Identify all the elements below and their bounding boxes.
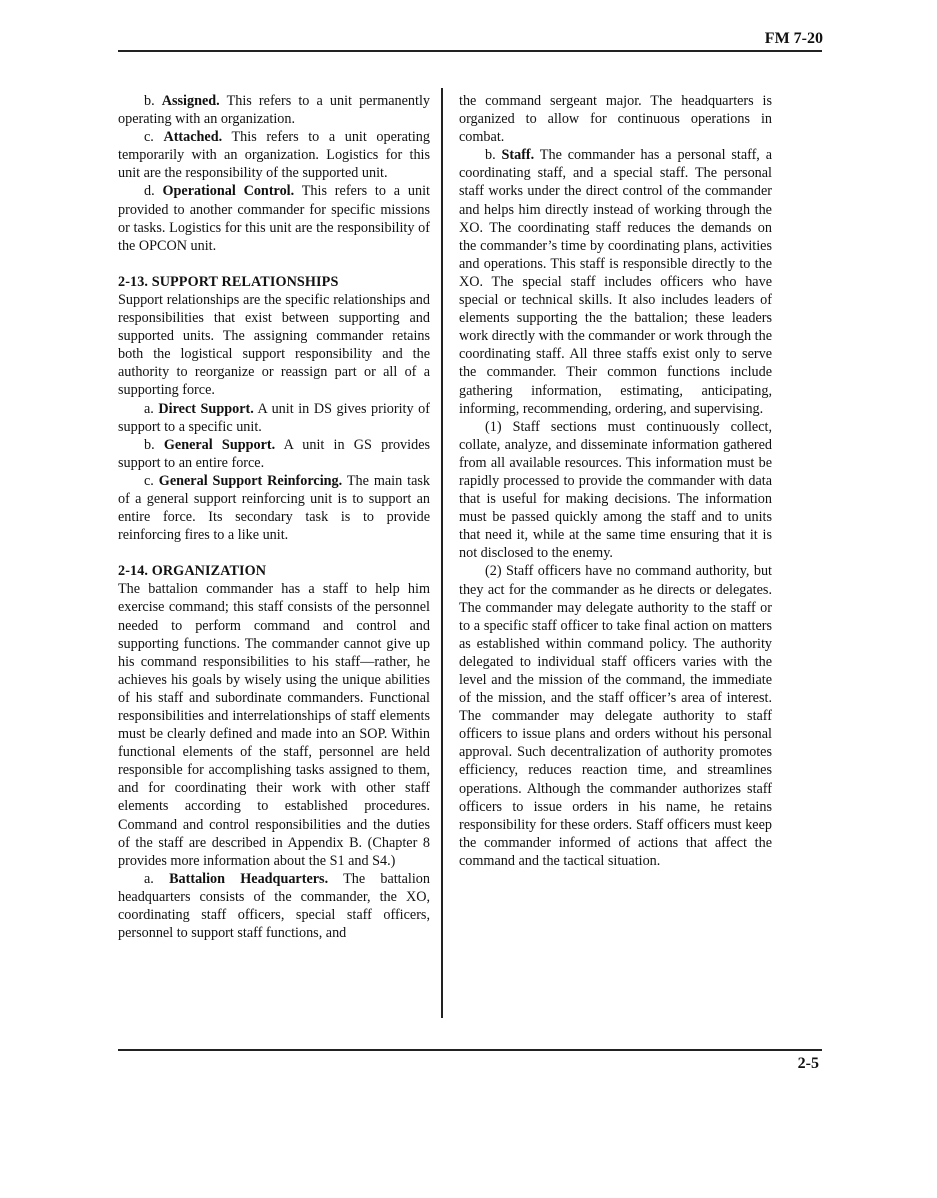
item-marker: c.	[144, 472, 159, 489]
paragraph-gsr	[118, 472, 430, 544]
term-bn-hq: Battalion Headquarters.	[169, 870, 329, 887]
term-direct-support: Direct Support.	[158, 400, 254, 417]
paragraph-continuation: the command sergeant major. The headquarters is organized to allow for continuous operations in combat.	[459, 93, 772, 146]
term-assigned: Assigned.	[161, 93, 220, 109]
right-column	[459, 92, 772, 870]
term-staff: Staff.	[501, 147, 535, 164]
paragraph-support-intro: Support relationships are the specific relationships and responsibilities that exist between supporting and supported units. The assigning commander retains both the logistical support responsibility and the authority to reorganize or reassign part or all of a supporting force.	[118, 291, 430, 399]
term-opcon: Operational Control.	[162, 183, 295, 200]
paragraph-staff-1: (1) Staff sections must continuously collect, collate, analyze, and disseminate information gathered from all available resources. This information must be rapidly processed to provide the commander with data that is useful for making decisions. The information must be passed quickly among the staff and to units that need it, while at the same time ensuring that it is not disclosed to the enemy.	[459, 418, 772, 562]
item-marker: c.	[144, 129, 164, 146]
text-staff: The commander has a personal staff, a coordinating staff, and a special staff. The personal staff works under the direct control of the commander and helps him directly instead of working through the XO. The coordinating staff reduces the demands on the commander’s time by coordinating plans, activities and operations. This staff is responsible directly to the XO. The special staff includes officers who have special or technical skills. It also includes leaders of elements supporting the the battalion; these leaders work directly with the commander or work through the coordinating staff. All three staffs exist only to serve the commander. Their common functions include gathering information, estimating, anticipating, informing, recommending, ordering, and supervising.	[459, 147, 773, 417]
paragraph-attached	[118, 128, 430, 182]
header-rule	[118, 50, 822, 52]
paragraph-assigned	[118, 92, 430, 128]
paragraph-general-support	[118, 436, 430, 472]
left-column	[118, 92, 430, 942]
manual-code: FM 7-20	[764, 30, 823, 47]
text-direct-support: A unit in DS gives priority of support to a specific unit.	[118, 400, 430, 435]
item-marker: b.	[485, 147, 502, 164]
item-marker: b.	[144, 93, 162, 109]
paragraph-org-intro: The battalion commander has a staff to help him exercise command; this staff consists of the personnel needed to perform command and control and supporting functions. The commander cannot give up his command responsibilities to his staff—rather, he achieves his goals by wisely using the unique abilities of his staff and subordinate commanders. Functional responsibilities and interrelationships of staff elements must be clearly defined and made into an SOP. Within functional elements of the staff, personnel are held responsible for accomplishing tasks assigned to them, and for coordinating their work with other staff elements according to established procedures. Command and control responsibilities and the duties of the staff are described in Appendix B. (Chapter 8 provides more information about the S1 and S4.)	[118, 581, 430, 869]
page-number: 2-5	[797, 1055, 819, 1072]
text-bn-hq: The battalion headquarters consists of the commander, the XO, coordinating staff officers, special staff officers, personnel to support staff functions, and	[118, 870, 430, 942]
item-marker: a.	[144, 400, 159, 417]
text-assigned: This refers to a unit permanently operating with an organization.	[118, 93, 430, 128]
term-general-support: General Support.	[163, 436, 276, 453]
section-heading-2-13: 2-13. SUPPORT RELATIONSHIPS	[118, 273, 339, 290]
item-marker: d.	[144, 183, 163, 200]
paragraph-bn-hq	[118, 870, 430, 942]
item-marker: a.	[144, 870, 170, 887]
paragraph-staff-2: (2) Staff officers have no command authority, but they act for the commander as he directs or delegates. The commander may delegate authority to the staff or to a specific staff officer to take final action on matters as established within command policy. The authority delegated to individual staff officers varies with the level and the mission of the command, the immediate of the mission, and the staff officer’s area of interest. The commander may delegate authority to staff officers to issue plans and orders without his personal approval. Such decentralization of authority promotes efficiency, reduces reaction time, and streamlines operations. Although the commander authorizes staff officers to issue orders in his name, he retains responsibility for these orders. Staff officers must keep the commander informed of actions that affect the command and the tactical situation.	[459, 563, 772, 869]
paragraph-direct-support	[118, 400, 430, 436]
term-gsr: General Support Reinforcing.	[158, 472, 343, 489]
text-attached: This refers to a unit operating temporarily with an organization. Logistics for this unit are the responsibility of the supported unit.	[118, 129, 430, 182]
item-marker: b.	[144, 436, 164, 453]
footer-rule	[118, 1049, 822, 1051]
text-general-support: A unit in GS provides support to an entire force.	[118, 436, 431, 471]
text-gsr: The main task of a general support reinforcing unit is to support an entire force. Its secondary task is to provide reinforcing fires to a like unit.	[118, 472, 430, 544]
paragraph-opcon	[118, 182, 430, 254]
column-divider	[441, 88, 443, 1018]
text-opcon: This refers to a unit provided to another commander for specific missions or tasks. Logistics for this unit are the responsibility of the OPCON unit.	[118, 183, 430, 254]
paragraph-staff	[459, 146, 772, 417]
term-attached: Attached.	[163, 129, 223, 146]
section-heading-2-14: 2-14. ORGANIZATION	[118, 563, 267, 580]
